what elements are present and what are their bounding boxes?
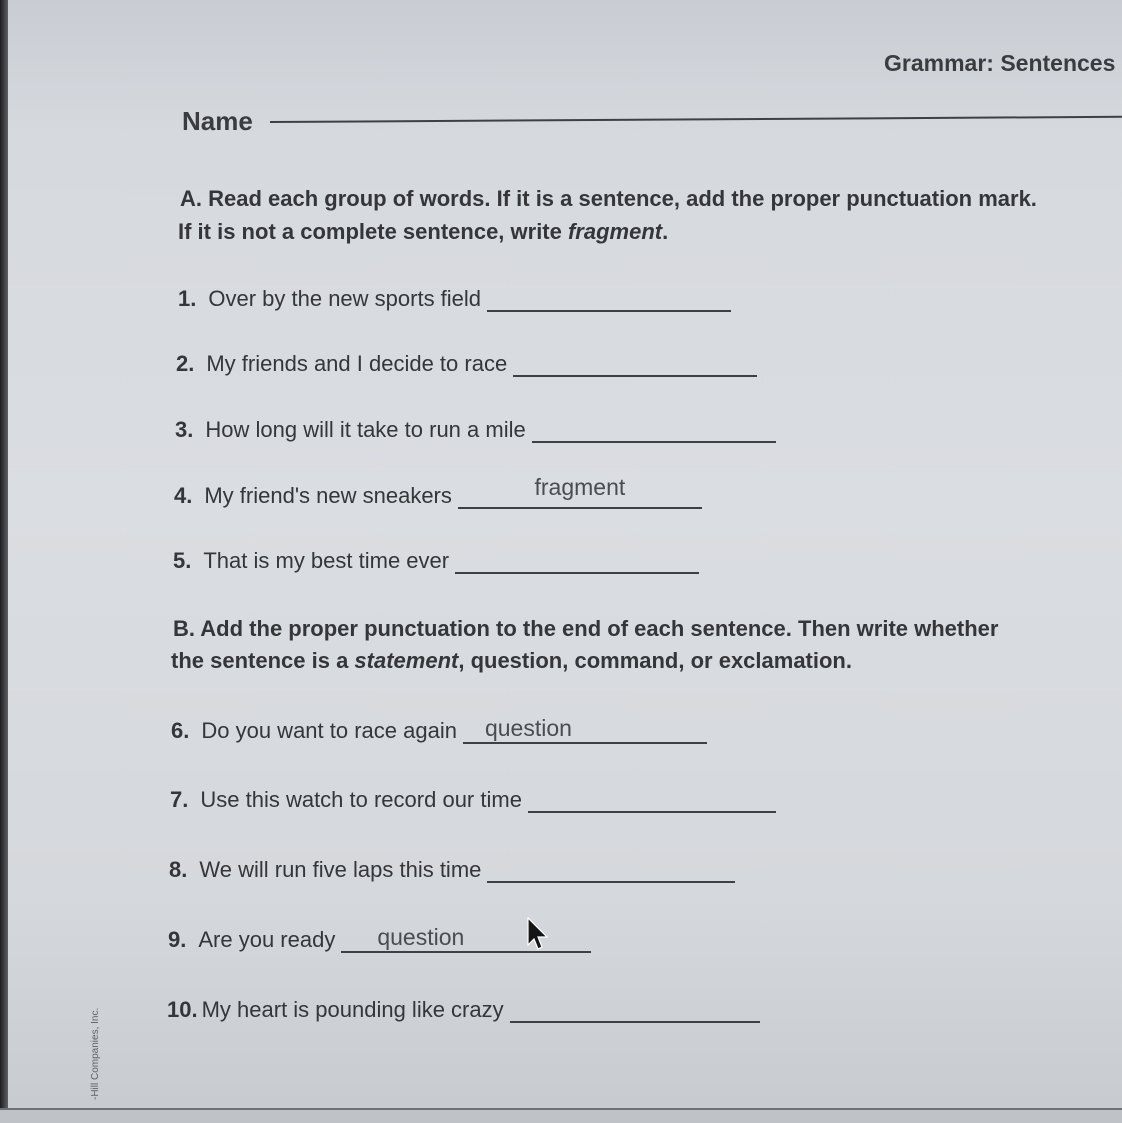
answer-text: question [377, 924, 465, 950]
question-item-5 [173, 546, 699, 574]
name-label: Name [182, 106, 253, 136]
answer-text: question [484, 715, 572, 741]
section-b-line2-prefix: the sentence is a [171, 648, 355, 673]
answer-blank[interactable] [341, 925, 591, 953]
item-text: Over by the new sports field [208, 286, 482, 311]
item-number: 3. [175, 417, 194, 442]
item-text: My friend's new sneakers [204, 483, 452, 508]
answer-blank[interactable] [455, 546, 699, 574]
page-title: Grammar: Sentences [884, 50, 1116, 76]
question-item-10 [167, 995, 760, 1023]
answer-blank[interactable] [487, 284, 731, 312]
bottom-band [0, 1110, 1122, 1123]
item-text: Are you ready [198, 927, 336, 952]
name-line[interactable] [270, 116, 1122, 123]
answer-blank[interactable] [528, 785, 776, 813]
section-b-line2-suffix: , question, command, or exclamation. [458, 648, 852, 673]
section-b-instruction-line2 [171, 648, 852, 674]
item-text: Do you want to race again [201, 718, 457, 743]
section-a-line2-prefix: If it is not a complete sentence, write [178, 219, 568, 244]
answer-blank[interactable] [532, 415, 776, 443]
section-b-line2-emph: statement [354, 648, 459, 673]
section-a-instruction-line2 [178, 219, 668, 245]
item-number: 9. [168, 927, 187, 952]
question-item-3 [175, 415, 776, 443]
item-number: 2. [176, 351, 195, 376]
item-text: That is my best time ever [203, 548, 450, 573]
item-text: My heart is pounding like crazy [201, 997, 504, 1022]
answer-blank[interactable] [463, 716, 707, 744]
section-a-line2-suffix: . [662, 219, 669, 244]
margin-credit: -Hill Companies, Inc. [90, 1007, 101, 1100]
answer-text: fragment [534, 474, 626, 500]
item-number: 6. [171, 718, 190, 743]
question-item-7 [170, 785, 776, 813]
answer-blank[interactable] [513, 349, 757, 377]
section-a-instruction-line1: A. Read each group of words. If it is a sentence, add the proper punctuation mark. [180, 186, 1037, 211]
item-number: 1. [178, 286, 197, 311]
item-number: 7. [170, 787, 189, 812]
section-b-instruction-line1: B. Add the proper punctuation to the end of each sentence. Then write whether [173, 616, 999, 641]
answer-blank[interactable] [458, 474, 702, 509]
question-item-6 [171, 716, 707, 744]
question-item-1 [178, 284, 731, 312]
section-a-line2-emph: fragment [567, 219, 663, 244]
item-text: My friends and I decide to race [206, 351, 508, 376]
item-text: Use this watch to record our time [200, 787, 522, 812]
question-item-2 [176, 349, 757, 377]
item-text: How long will it take to run a mile [205, 417, 526, 442]
item-number: 10. [167, 997, 198, 1022]
item-number: 8. [169, 857, 188, 882]
item-number: 5. [173, 548, 192, 573]
mouse-pointer-icon [526, 917, 550, 951]
monitor-bezel [0, 0, 8, 1123]
answer-blank[interactable] [510, 995, 760, 1023]
question-item-8 [169, 855, 735, 883]
item-number: 4. [174, 483, 193, 508]
question-item-4 [174, 474, 702, 509]
answer-blank[interactable] [487, 855, 735, 883]
item-text: We will run five laps this time [199, 857, 482, 882]
